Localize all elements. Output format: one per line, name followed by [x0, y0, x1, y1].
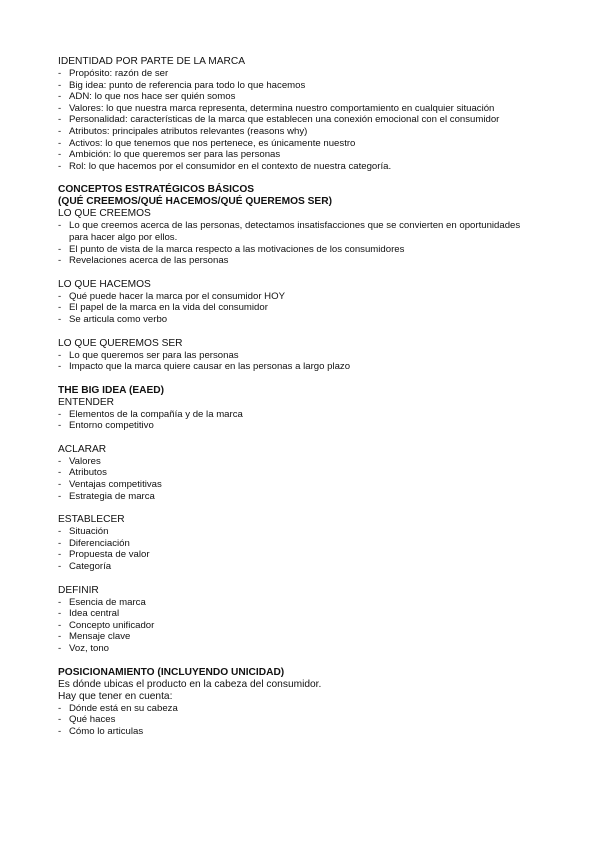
list-item [58, 703, 528, 715]
list-item-text: Qué haces [69, 714, 116, 726]
list-item [58, 549, 528, 561]
bullet-dash: - [58, 91, 62, 103]
bullet-dash: - [58, 220, 62, 232]
list-item-text: Concepto unificador [69, 619, 155, 631]
list-item-text: Lo que queremos ser para las personas [69, 349, 239, 361]
list-item [58, 561, 528, 573]
subsection-title-definir: DEFINIR [58, 584, 99, 596]
subsection-title-aclarar: ACLARAR [58, 443, 107, 455]
bullet-dash: - [58, 255, 62, 267]
list-item [58, 91, 528, 103]
list-item-text: Estrategia de marca [69, 490, 155, 502]
list-item [58, 631, 528, 643]
list-item-text: Atributos: principales atributos relevantes (reasons why) [69, 125, 308, 137]
list-item [58, 643, 528, 655]
bullet-dash: - [58, 102, 62, 114]
bullet-dash: - [58, 537, 62, 549]
section-heading-conceptos: CONCEPTOS ESTRATÉGICOS BÁSICOS [58, 184, 255, 196]
bullet-dash: - [58, 290, 62, 302]
list-item [58, 608, 528, 620]
subsection-title-queremos: LO QUE QUEREMOS SER [58, 337, 183, 349]
definir-list [58, 597, 528, 655]
list-item-text: Propuesta de valor [69, 549, 150, 561]
bullet-dash: - [58, 455, 62, 467]
bullet-dash: - [58, 643, 62, 654]
bullet-dash: - [58, 490, 62, 502]
entender-list [58, 409, 528, 432]
list-item-text: Diferenciación [69, 537, 130, 549]
hacemos-list [58, 291, 528, 326]
bullet-dash: - [58, 702, 62, 714]
bullet-dash: - [58, 725, 62, 737]
list-item [58, 726, 528, 738]
list-item-text: El punto de vista de la marca respecto a las motivaciones de los consumidores [69, 243, 405, 255]
list-item-text: Propósito: razón de ser [69, 68, 169, 79]
list-item [58, 255, 528, 267]
bullet-dash: - [58, 714, 62, 726]
list-item-text: Rol: lo que hacemos por el consumidor en el contexto de nuestra categoría. [69, 160, 392, 172]
list-item-text: Idea central [69, 608, 120, 620]
list-item [58, 220, 528, 243]
list-item [58, 68, 528, 80]
list-item-text: Impacto que la marca quiere causar en las personas a largo plazo [69, 361, 351, 373]
identidad-list [58, 68, 528, 172]
bullet-dash: - [58, 302, 62, 314]
list-item [58, 538, 528, 550]
list-item [58, 479, 528, 491]
list-item-text: Atributos [69, 467, 107, 479]
section-title-identidad: IDENTIDAD POR PARTE DE LA MARCA [58, 56, 245, 67]
list-item [58, 714, 528, 726]
list-item-text: Qué puede hacer la marca por el consumidor HOY [69, 290, 285, 302]
bullet-dash: - [58, 313, 62, 325]
posicionamiento-note: Hay que tener en cuenta: [58, 690, 173, 702]
list-item [58, 302, 528, 314]
posicionamiento-list [58, 703, 528, 738]
aclarar-list [58, 456, 528, 502]
list-item [58, 244, 528, 256]
list-item [58, 314, 528, 326]
list-item-text: ADN: lo que nos hace ser quién somos [69, 91, 236, 103]
bullet-dash: - [58, 243, 62, 255]
list-item-text: Valores [69, 455, 101, 467]
establecer-list [58, 526, 528, 572]
list-item-text: Revelaciones acerca de las personas [69, 255, 229, 267]
section-heading-bigidea: THE BIG IDEA (EAED) [58, 384, 165, 396]
list-item-text: Voz, tono [69, 643, 110, 654]
bullet-dash: - [58, 549, 62, 561]
list-item-text: Lo que creemos acerca de las personas, detectamos insatisfacciones que se convierten en oportunidades para hacer algo por ellos. [69, 220, 521, 243]
posicionamiento-definition: Es dónde ubicas el producto en la cabeza del consumidor. [58, 678, 322, 690]
list-item-text: Personalidad: características de la marca que establecen una conexión emocional con el consumidor [69, 114, 500, 126]
list-item [58, 361, 528, 373]
subsection-title-creemos: LO QUE CREEMOS [58, 208, 151, 220]
list-item-text: Ambición: lo que queremos ser para las personas [69, 149, 281, 161]
bullet-dash: - [58, 526, 62, 538]
list-item-text: Activos: lo que tenemos que nos pertenece, es únicamente nuestro [69, 137, 356, 149]
bullet-dash: - [58, 349, 62, 361]
list-item-text: Ventajas competitivas [69, 479, 162, 491]
list-item [58, 138, 528, 150]
subsection-title-entender: ENTENDER [58, 396, 115, 408]
creemos-list [58, 220, 528, 266]
list-item-text: Cómo lo articulas [69, 725, 144, 737]
bullet-dash: - [58, 596, 62, 608]
bullet-dash: - [58, 631, 62, 643]
section-heading-posicionamiento: POSICIONAMIENTO (INCLUYENDO UNICIDAD) [58, 666, 285, 678]
list-item-text: Situación [69, 526, 109, 538]
list-item-text: Se articula como verbo [69, 313, 168, 325]
list-item-text: Esencia de marca [69, 596, 146, 608]
list-item [58, 161, 528, 173]
bullet-dash: - [58, 479, 62, 491]
list-item [58, 620, 528, 632]
bullet-dash: - [58, 149, 62, 161]
bullet-dash: - [58, 608, 62, 620]
subsection-title-hacemos: LO QUE HACEMOS [58, 278, 151, 290]
list-item [58, 420, 528, 432]
list-item [58, 80, 528, 92]
list-item [58, 126, 528, 138]
bullet-dash: - [58, 561, 62, 573]
list-item [58, 114, 528, 126]
queremos-list [58, 350, 528, 373]
bullet-dash: - [58, 137, 62, 149]
bullet-dash: - [58, 160, 62, 172]
bullet-dash: - [58, 619, 62, 631]
list-item-text: Categoría [69, 561, 112, 573]
section-subheading-conceptos: (QUÉ CREEMOS/QUÉ HACEMOS/QUÉ QUEREMOS SER) [58, 196, 332, 208]
list-item [58, 291, 528, 303]
list-item [58, 467, 528, 479]
bullet-dash: - [58, 408, 62, 420]
list-item-text: Valores: lo que nuestra marca representa, determina nuestro comportamiento en cualquier situación [69, 102, 495, 114]
list-item [58, 149, 528, 161]
list-item [58, 597, 528, 609]
bullet-dash: - [58, 361, 62, 373]
bullet-dash: - [58, 125, 62, 137]
list-item [58, 103, 528, 115]
list-item [58, 409, 528, 421]
bullet-dash: - [58, 467, 62, 479]
bullet-dash: - [58, 114, 62, 126]
document-page [58, 56, 528, 737]
list-item [58, 456, 528, 468]
list-item-text: El papel de la marca en la vida del consumidor [69, 302, 268, 314]
subsection-title-establecer: ESTABLECER [58, 514, 125, 526]
bullet-dash: - [58, 68, 62, 79]
list-item [58, 526, 528, 538]
bullet-dash: - [58, 420, 62, 432]
list-item-text: Elementos de la compañía y de la marca [69, 408, 243, 420]
list-item-text: Big idea: punto de referencia para todo lo que hacemos [69, 79, 306, 91]
list-item-text: Dónde está en su cabeza [69, 702, 178, 714]
list-item [58, 350, 528, 362]
list-item [58, 491, 528, 503]
bullet-dash: - [58, 79, 62, 91]
list-item-text: Mensaje clave [69, 631, 131, 643]
list-item-text: Entorno competitivo [69, 420, 154, 432]
